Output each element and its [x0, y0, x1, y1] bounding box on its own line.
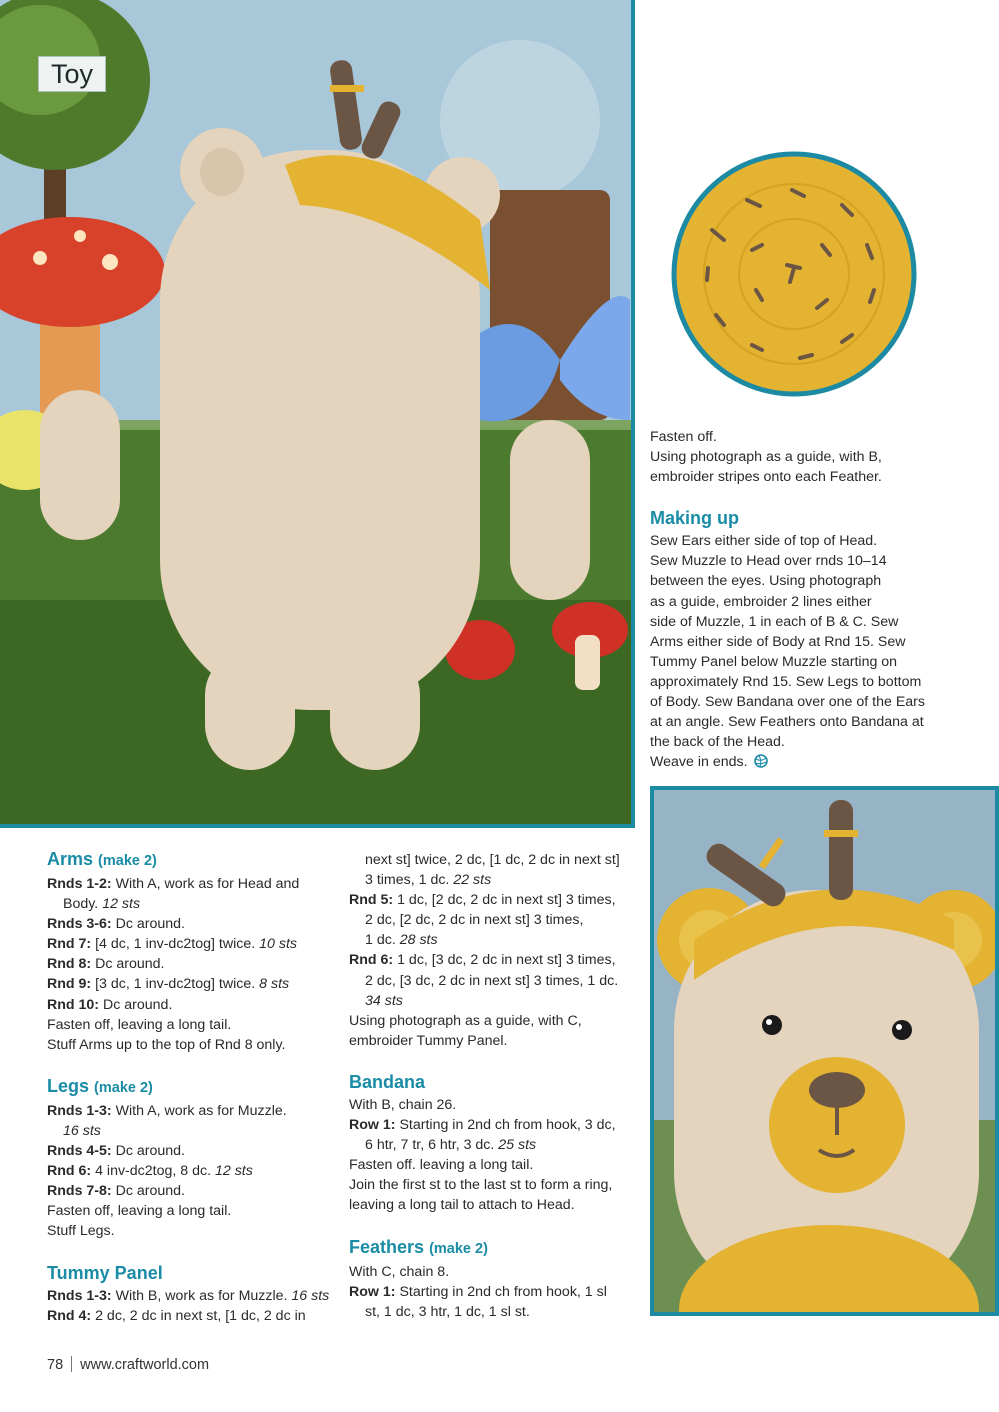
text-line: between the eyes. Using photograph: [650, 573, 882, 590]
row-text: 4 inv-dc2tog, 8 dc.: [95, 1163, 212, 1180]
text-line: Fasten off, leaving a long tail.: [47, 1203, 232, 1220]
row-text: 2 dc, 2 dc in next st, [1 dc, 2 dc in: [95, 1307, 306, 1324]
instruction-row: [47, 1141, 337, 1161]
text-line: Join the first st to the last st to form a ring,: [349, 1177, 613, 1194]
text-line: side of Muzzle, 1 in each of B & C. Sew: [650, 613, 899, 630]
row-text: With A, work as for Muzzle.: [115, 1102, 287, 1119]
legs-note: (make 2): [94, 1079, 153, 1096]
text-line: [650, 752, 970, 772]
photo-border-bottom: [0, 824, 635, 828]
arms-note: (make 2): [98, 853, 157, 869]
stitch-count: 22 sts: [453, 872, 492, 889]
stitch-count: 16 sts: [291, 1287, 330, 1304]
legs-title: Legs: [47, 1075, 90, 1096]
website-link[interactable]: www.craftworld.com: [80, 1357, 210, 1373]
page-footer: [47, 1356, 209, 1373]
text-line: Sew Ears either side of top of Head.: [650, 533, 878, 550]
section-tag: Toy: [38, 56, 106, 92]
main-toy-photo: [0, 0, 631, 828]
instruction-row: [47, 894, 337, 914]
row-label: Rnd 6:: [349, 952, 394, 969]
row-text: 3 times, 1 dc.: [365, 872, 450, 889]
instruction-row: [47, 1101, 337, 1121]
row-text: With B, work as for Muzzle.: [115, 1287, 288, 1304]
legs-heading: [47, 1075, 337, 1099]
feathers-heading: [349, 1236, 639, 1260]
row-label: Rnds 7-8:: [47, 1183, 112, 1200]
weave-in-text: Weave in ends.: [650, 754, 748, 771]
instruction-row: [47, 874, 337, 894]
stitch-count: 34 sts: [365, 992, 403, 1009]
text-line: embroider stripes onto each Feather.: [650, 469, 882, 486]
text-line: leaving a long tail to attach to Head.: [349, 1197, 575, 1214]
instruction-row: [47, 995, 337, 1015]
stitch-count: 25 sts: [498, 1137, 537, 1154]
arms-heading: [47, 848, 337, 872]
photo-border-right: [631, 0, 635, 828]
row-text: Body.: [63, 896, 99, 913]
instruction-row: [47, 934, 337, 954]
row-label: Row 1:: [349, 1117, 396, 1134]
text-line: Fasten off. leaving a long tail.: [349, 1157, 534, 1174]
text-line: Stuff Arms up to the top of Rnd 8 only.: [47, 1036, 286, 1053]
instruction-row: [349, 1115, 639, 1135]
row-label: Rnds 3-6:: [47, 916, 112, 933]
text-line: Stuff Legs.: [47, 1223, 115, 1240]
row-label: Rnds 1-3:: [47, 1102, 112, 1119]
instruction-row: st, 1 dc, 3 htr, 1 dc, 1 sl st.: [365, 1303, 530, 1320]
instruction-row: [47, 1121, 337, 1141]
text-line: With B, chain 26.: [349, 1096, 457, 1113]
row-label: Rnd 7:: [47, 936, 92, 953]
bear-back-illustration: [0, 0, 631, 828]
row-text: Dc around.: [115, 1143, 185, 1160]
instruction-row: [47, 914, 337, 934]
feather-detail-photo: [652, 150, 936, 398]
instruction-row: 2 dc, [2 dc, 2 dc in next st] 3 times,: [365, 912, 584, 929]
text-line: Sew Muzzle to Head over rnds 10–14: [650, 553, 887, 570]
instruction-row: 2 dc, [3 dc, 2 dc in next st] 3 times, 1 dc.: [365, 972, 619, 989]
arms-title: Arms: [47, 849, 94, 869]
row-text: Dc around.: [115, 916, 185, 933]
bandana-heading: Bandana: [349, 1071, 426, 1092]
row-label: Rnds 1-3:: [47, 1287, 112, 1304]
page-number: 78: [47, 1357, 64, 1373]
left-column: [47, 848, 337, 1326]
instruction-row: [349, 1282, 639, 1302]
row-label: Rnds 4-5:: [47, 1143, 112, 1160]
text-line: Tummy Panel below Muzzle starting on: [650, 653, 898, 670]
row-text: 1 dc, [3 dc, 2 dc in next st] 3 times,: [397, 952, 616, 969]
text-line: Using photograph as a guide, with B,: [650, 449, 882, 466]
text-line: embroider Tummy Panel.: [349, 1032, 508, 1049]
stitch-count: 12 sts: [214, 1163, 253, 1180]
row-label: Rnd 10:: [47, 996, 100, 1013]
row-text: 1 dc.: [365, 932, 396, 949]
text-line: With C, chain 8.: [349, 1263, 450, 1280]
row-label: Rnd 5:: [349, 892, 394, 909]
text-line: of Body. Sew Bandana over one of the Ears: [650, 694, 925, 711]
row-text: Starting in 2nd ch from hook, 3 dc,: [399, 1117, 616, 1134]
text-line: Fasten off.: [650, 429, 717, 445]
instruction-row: [47, 1286, 337, 1306]
row-text: Dc around.: [102, 996, 173, 1013]
stitch-count: 28 sts: [399, 932, 438, 949]
row-label: Row 1:: [349, 1283, 396, 1300]
feathers-title: Feathers: [349, 1236, 425, 1257]
row-text: Dc around.: [95, 956, 165, 973]
instruction-row: [349, 1135, 639, 1155]
row-label: Rnd 8:: [47, 956, 92, 973]
row-text: [4 dc, 1 inv-dc2tog] twice.: [95, 936, 256, 953]
bear-face-photo: [650, 786, 999, 1316]
instruction-row: [47, 1306, 337, 1326]
text-line: at an angle. Sew Feathers onto Bandana at: [650, 714, 924, 731]
text-line: as a guide, embroider 2 lines either: [650, 593, 872, 610]
row-label: Rnd 4:: [47, 1307, 92, 1324]
stitch-count: 10 sts: [259, 936, 297, 953]
row-text: 6 htr, 7 tr, 6 htr, 3 dc.: [365, 1137, 495, 1154]
instruction-row: [47, 1181, 337, 1201]
instruction-row: [349, 991, 639, 1011]
yarn-ball-icon: [754, 754, 768, 768]
instruction-row: [349, 890, 639, 910]
instruction-row: [47, 974, 337, 994]
stitch-count: 16 sts: [63, 1122, 101, 1139]
stitch-count: 12 sts: [102, 896, 141, 913]
row-text: Starting in 2nd ch from hook, 1 sl: [399, 1283, 607, 1300]
row-label: Rnd 6:: [47, 1163, 92, 1180]
middle-column: [349, 850, 639, 1322]
text-line: approximately Rnd 15. Sew Legs to bottom: [650, 673, 922, 690]
instruction-row: [349, 950, 639, 970]
row-label: Rnds 1-2:: [47, 876, 112, 892]
stitch-count: 8 sts: [259, 976, 290, 993]
text-line: Using photograph as a guide, with C,: [349, 1012, 582, 1029]
row-text: [3 dc, 1 inv-dc2tog] twice.: [95, 976, 256, 993]
row-text: 1 dc, [2 dc, 2 dc in next st] 3 times,: [397, 892, 616, 909]
feathers-note: (make 2): [429, 1240, 488, 1257]
making-up-heading: Making up: [650, 508, 739, 529]
text-line: Arms either side of Body at Rnd 15. Sew: [650, 633, 906, 650]
instruction-row: [47, 954, 337, 974]
right-column: [650, 427, 970, 772]
row-text: Dc around.: [115, 1183, 185, 1200]
footer-divider: [71, 1356, 72, 1372]
instruction-row: [349, 870, 639, 890]
text-line: the back of the Head.: [650, 734, 785, 751]
text-line: Fasten off, leaving a long tail.: [47, 1016, 232, 1033]
tummy-panel-heading: Tummy Panel: [47, 1262, 163, 1283]
row-text: With A, work as for Head and: [115, 876, 300, 892]
instruction-row: next st] twice, 2 dc, [1 dc, 2 dc in next st]: [365, 852, 620, 868]
row-label: Rnd 9:: [47, 976, 92, 993]
instruction-row: [349, 930, 639, 950]
instruction-row: [47, 1161, 337, 1181]
